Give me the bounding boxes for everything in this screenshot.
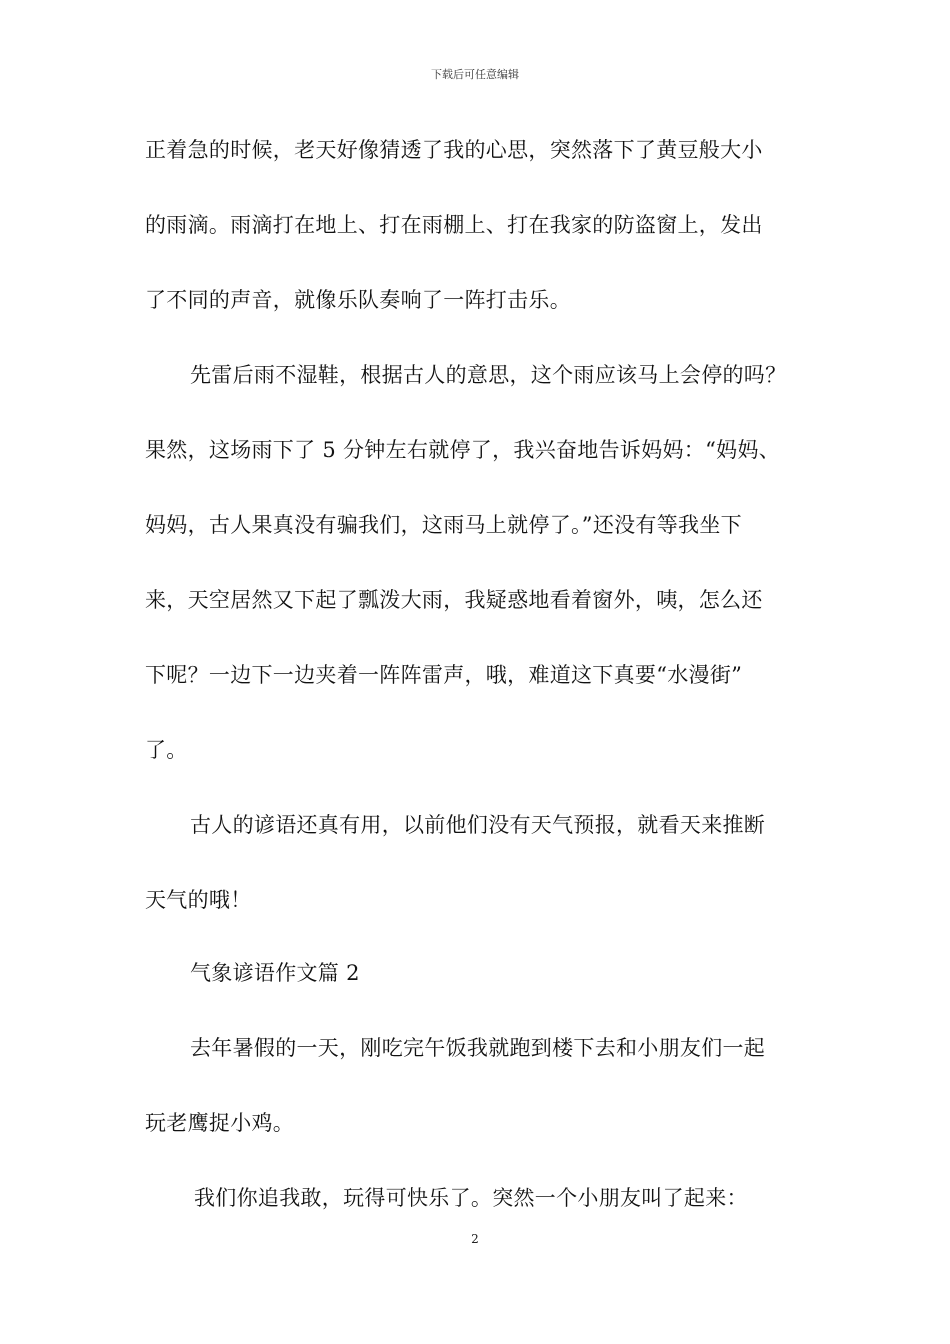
text-line: 下呢？一边下一边夹着一阵阵雷声，哦，难道这下真要“水漫街” <box>145 663 743 687</box>
page-header: 下载后可任意编辑 <box>431 68 519 81</box>
page-number: 2 <box>471 1232 479 1246</box>
text-line: 正着急的时候，老天好像猜透了我的心思，突然落下了黄豆般大小 <box>145 138 763 162</box>
section-heading: 气象谚语作文篇 2 <box>190 961 360 985</box>
paragraph-first-line: 古人的谚语还真有用，以前他们没有天气预报，就看天来推断 <box>190 813 766 837</box>
paragraph-first-line: 去年暑假的一天，刚吃完午饭我就跑到楼下去和小朋友们一起 <box>190 1036 766 1060</box>
text-line: 了不同的声音，就像乐队奏响了一阵打击乐。 <box>145 288 571 312</box>
text-line: 的雨滴。雨滴打在地上、打在雨棚上、打在我家的防盗窗上，发出 <box>145 213 763 237</box>
text-line: 妈妈，古人果真没有骗我们，这雨马上就停了。”还没有等我坐下 <box>145 513 742 537</box>
text-line: 天气的哦！ <box>145 888 252 912</box>
text-line: 了。 <box>145 738 188 762</box>
paragraph-first-line: 先雷后雨不湿鞋，根据古人的意思，这个雨应该马上会停的吗？ <box>190 363 787 387</box>
text-line: 来，天空居然又下起了瓢泼大雨，我疑惑地看着窗外，咦，怎么还 <box>145 588 763 612</box>
paragraph-first-line: 我们你追我敢，玩得可快乐了。突然一个小朋友叫了起来： <box>194 1186 748 1210</box>
text-line: 玩老鹰捉小鸡。 <box>145 1111 295 1135</box>
text-line: 果然，这场雨下了 5 分钟左右就停了，我兴奋地告诉妈妈：“妈妈、 <box>145 438 781 462</box>
